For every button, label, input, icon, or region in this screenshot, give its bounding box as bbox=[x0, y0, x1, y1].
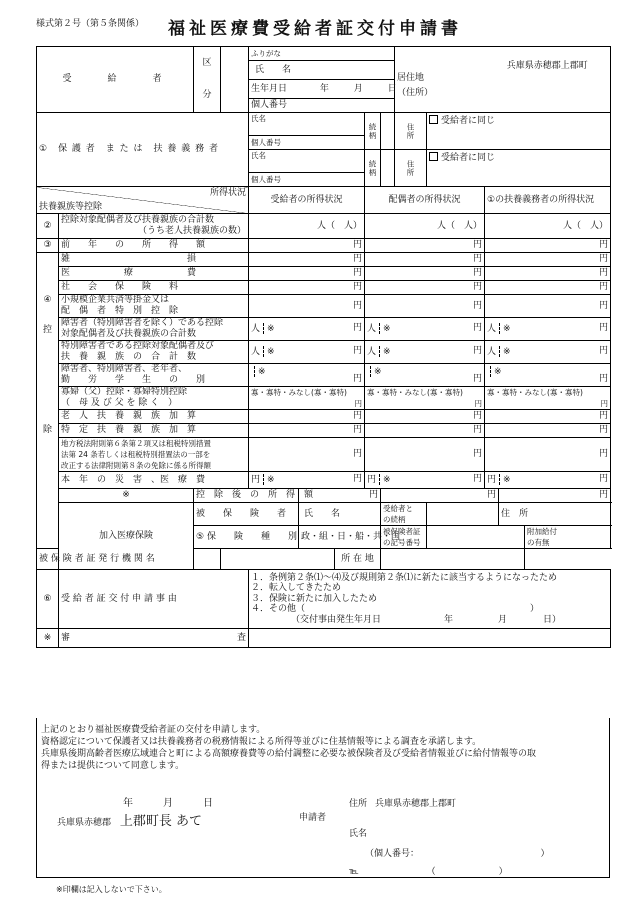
kubun-field[interactable] bbox=[221, 47, 249, 113]
insurance-side: 加入医療保険 bbox=[59, 503, 194, 570]
col-recipient: 受給者の所得状況 bbox=[249, 187, 365, 214]
declaration-section: 上記のとおり福祉医療費受給者証の交付を申請します。 資格認定について保護者又は扶養義務者の税務情報による所得等並びに住基情報等による調査を承諾します。 兵庫県後期高齢者医療広域連合と町による高額療養費等の給付調整に必要な被保険者及び受給者情報並びに給付情報等の取 得または提供について同意します。 年 月 日 兵庫県赤穂郡 上郡町長 あて 申請者 住所 兵庫県赤穂郡上郡町 氏名 （個人番号： ） ℡ （ ） bbox=[36, 718, 610, 878]
checkbox-icon[interactable] bbox=[429, 115, 438, 124]
form-title: 福祉医療費受給者証交付申請書 bbox=[168, 19, 462, 39]
addressee: 兵庫県赤穂郡 上郡町長 あて bbox=[57, 814, 203, 829]
deduction-side: ④ 控 除 bbox=[37, 253, 59, 549]
guardian2-name[interactable]: 氏名 bbox=[249, 150, 365, 173]
guardian1-jusho: 住所 bbox=[395, 113, 427, 150]
guardian2-same[interactable]: 受給者に同じ bbox=[427, 150, 611, 187]
application-table: 受 給 者 区 ふりがな 居住地 （住所） 兵庫県赤穂郡上郡町 氏 名 分 生年月日 年 月 日 個人番号 ① 保 護 者 ま た は 扶 養 義 務 者 氏名 続柄 住所 受給者に同じ 個人番号 氏名 続柄 住所 受給者に同じ 個人番号 所得状況 扶養親族等控除 受給者の所得状況 配偶者の所得状況 ①の扶養義務者の所得状況 ② 控除対象配偶者及び扶養親族の合計数 （うち老人扶養親族の数） 人（ 人） 人（ 人） 人（ 人） ③ 前 年 の 所 得 額 円 円 円 ④ 控 除 雑 損 円 円 円 医 療 費 円 円 円 社 会 保 険 料 円 円 円 小規模企業共済等掛金又は 配 偶 者 特 別 控 除 円 円 円 障害者（特別障害者を除く）である控除 対象配偶者及び扶養親族の合計数 人 ※ 円 人 ※ 円 人 ※ 円 特別障害者である控除対象配偶者及び 扶 養 親 族 の 合 計 数 人 ※ 円 人 ※ 円 人 ※ 円 障害者、特別障害者、老年者、 勤 労 学 生 の 別 ※ 円 ※ 円 ※ 円 寡婦（父）控除・寡婦特別控除 （ 母 及 び 父 を 除 く ） 寡・寡特・みなし(寡・寡特) 円 寡・寡特・みなし(寡・寡特) 円 寡・寡特・みなし(寡・寡特) 円 老 人 扶 養 親 族 加 算 円 円 円 特 定 扶 養 親 族 加 算 円 円 円 地方税法附則第６条第２項又は租税特別措置 法第 24 条若しくは租税特別措置法の一部を 改正する法律附則第８条の免除に係る所得額 円 円 円 本 年 の 災 害 、医 療 費 円 ※ 円 円 ※ 円 円 ※ 円 ※ 控 除 後 の 所 得 額 円 円 円 加入医療保険 被 保 険 者 氏 名 受給者と の続柄 住 所 ⑤ 保 険 種 別 政・組・日・船・共・国 被保険者証 の記号番号 附加給付 の有無 被 保 険 者 証 発 行 機 関 名 所 在 地 ⑥ 受 給 者 証 交 付 申 請 事 由 １．条例第２条⑴〜⑷及び規則第２条⑴に新たに該当するようになったため ２．転入してきたため ３．保険に新たに加入したため ４．その他（ ） （交付事由発生年月日 年 月 日） ※ 審 査 bbox=[36, 46, 611, 648]
footnote: ※印欄は記入しないで下さい。 bbox=[56, 885, 167, 894]
jusho-label-cell: 居住地 （住所） bbox=[395, 47, 485, 99]
form-number: 様式第２号（第５条関係） bbox=[36, 19, 145, 29]
guardian2-jusho: 住所 bbox=[395, 150, 427, 187]
col-spouse: 配偶者の所得状況 bbox=[365, 187, 485, 214]
jusho-value[interactable]: 兵庫県赤穂郡上郡町 bbox=[485, 47, 611, 99]
guardian-label: ① 保 護 者 ま た は 扶 養 義 務 者 bbox=[37, 113, 249, 187]
reason-list[interactable]: １．条例第２条⑴〜⑷及び規則第２条⑴に新たに該当するようになったため ２．転入してきたため ３．保険に新たに加入したため ４．その他（ ） （交付事由発生年月日 年 月 日） bbox=[249, 570, 611, 629]
recipient-label: 受 給 者 bbox=[37, 47, 194, 113]
guardian2-zokugara: 続柄 bbox=[365, 150, 381, 187]
applicant-address[interactable]: 住所 兵庫県赤穂郡上郡町 bbox=[349, 799, 457, 809]
guardian1-kojin[interactable]: 個人番号 bbox=[249, 136, 365, 150]
guardian1-name[interactable]: 氏名 bbox=[249, 113, 365, 136]
applicant-name[interactable]: 氏名 bbox=[349, 829, 368, 839]
applicant-tel[interactable]: ℡ （ ） bbox=[349, 867, 508, 877]
guardian2-kojin[interactable]: 個人番号 bbox=[249, 173, 365, 187]
income-corner: 所得状況 扶養親族等控除 bbox=[37, 187, 249, 214]
date-field[interactable]: 年 月 日 bbox=[123, 798, 213, 809]
r2-label: 控除対象配偶者及び扶養親族の合計数 （うち老人扶養親族の数） bbox=[59, 214, 249, 239]
kubun-bun: 分 bbox=[194, 80, 221, 113]
furigana-label: ふりがな bbox=[249, 47, 395, 61]
guardian1-same[interactable]: 受給者に同じ bbox=[427, 113, 611, 150]
kubun-ku: 区 bbox=[194, 47, 221, 80]
recipient-kojin-field[interactable]: 個人番号 bbox=[249, 99, 395, 113]
col-guardian: ①の扶養義務者の所得状況 bbox=[485, 187, 611, 214]
guardian1-zokugara: 続柄 bbox=[365, 113, 381, 150]
checkbox-icon[interactable] bbox=[429, 152, 438, 161]
recipient-name-field[interactable]: 氏 名 bbox=[249, 61, 395, 80]
applicant-kojin[interactable]: （個人番号： ） bbox=[365, 849, 550, 859]
birthdate-field[interactable]: 生年月日 年 月 日 bbox=[249, 80, 395, 99]
